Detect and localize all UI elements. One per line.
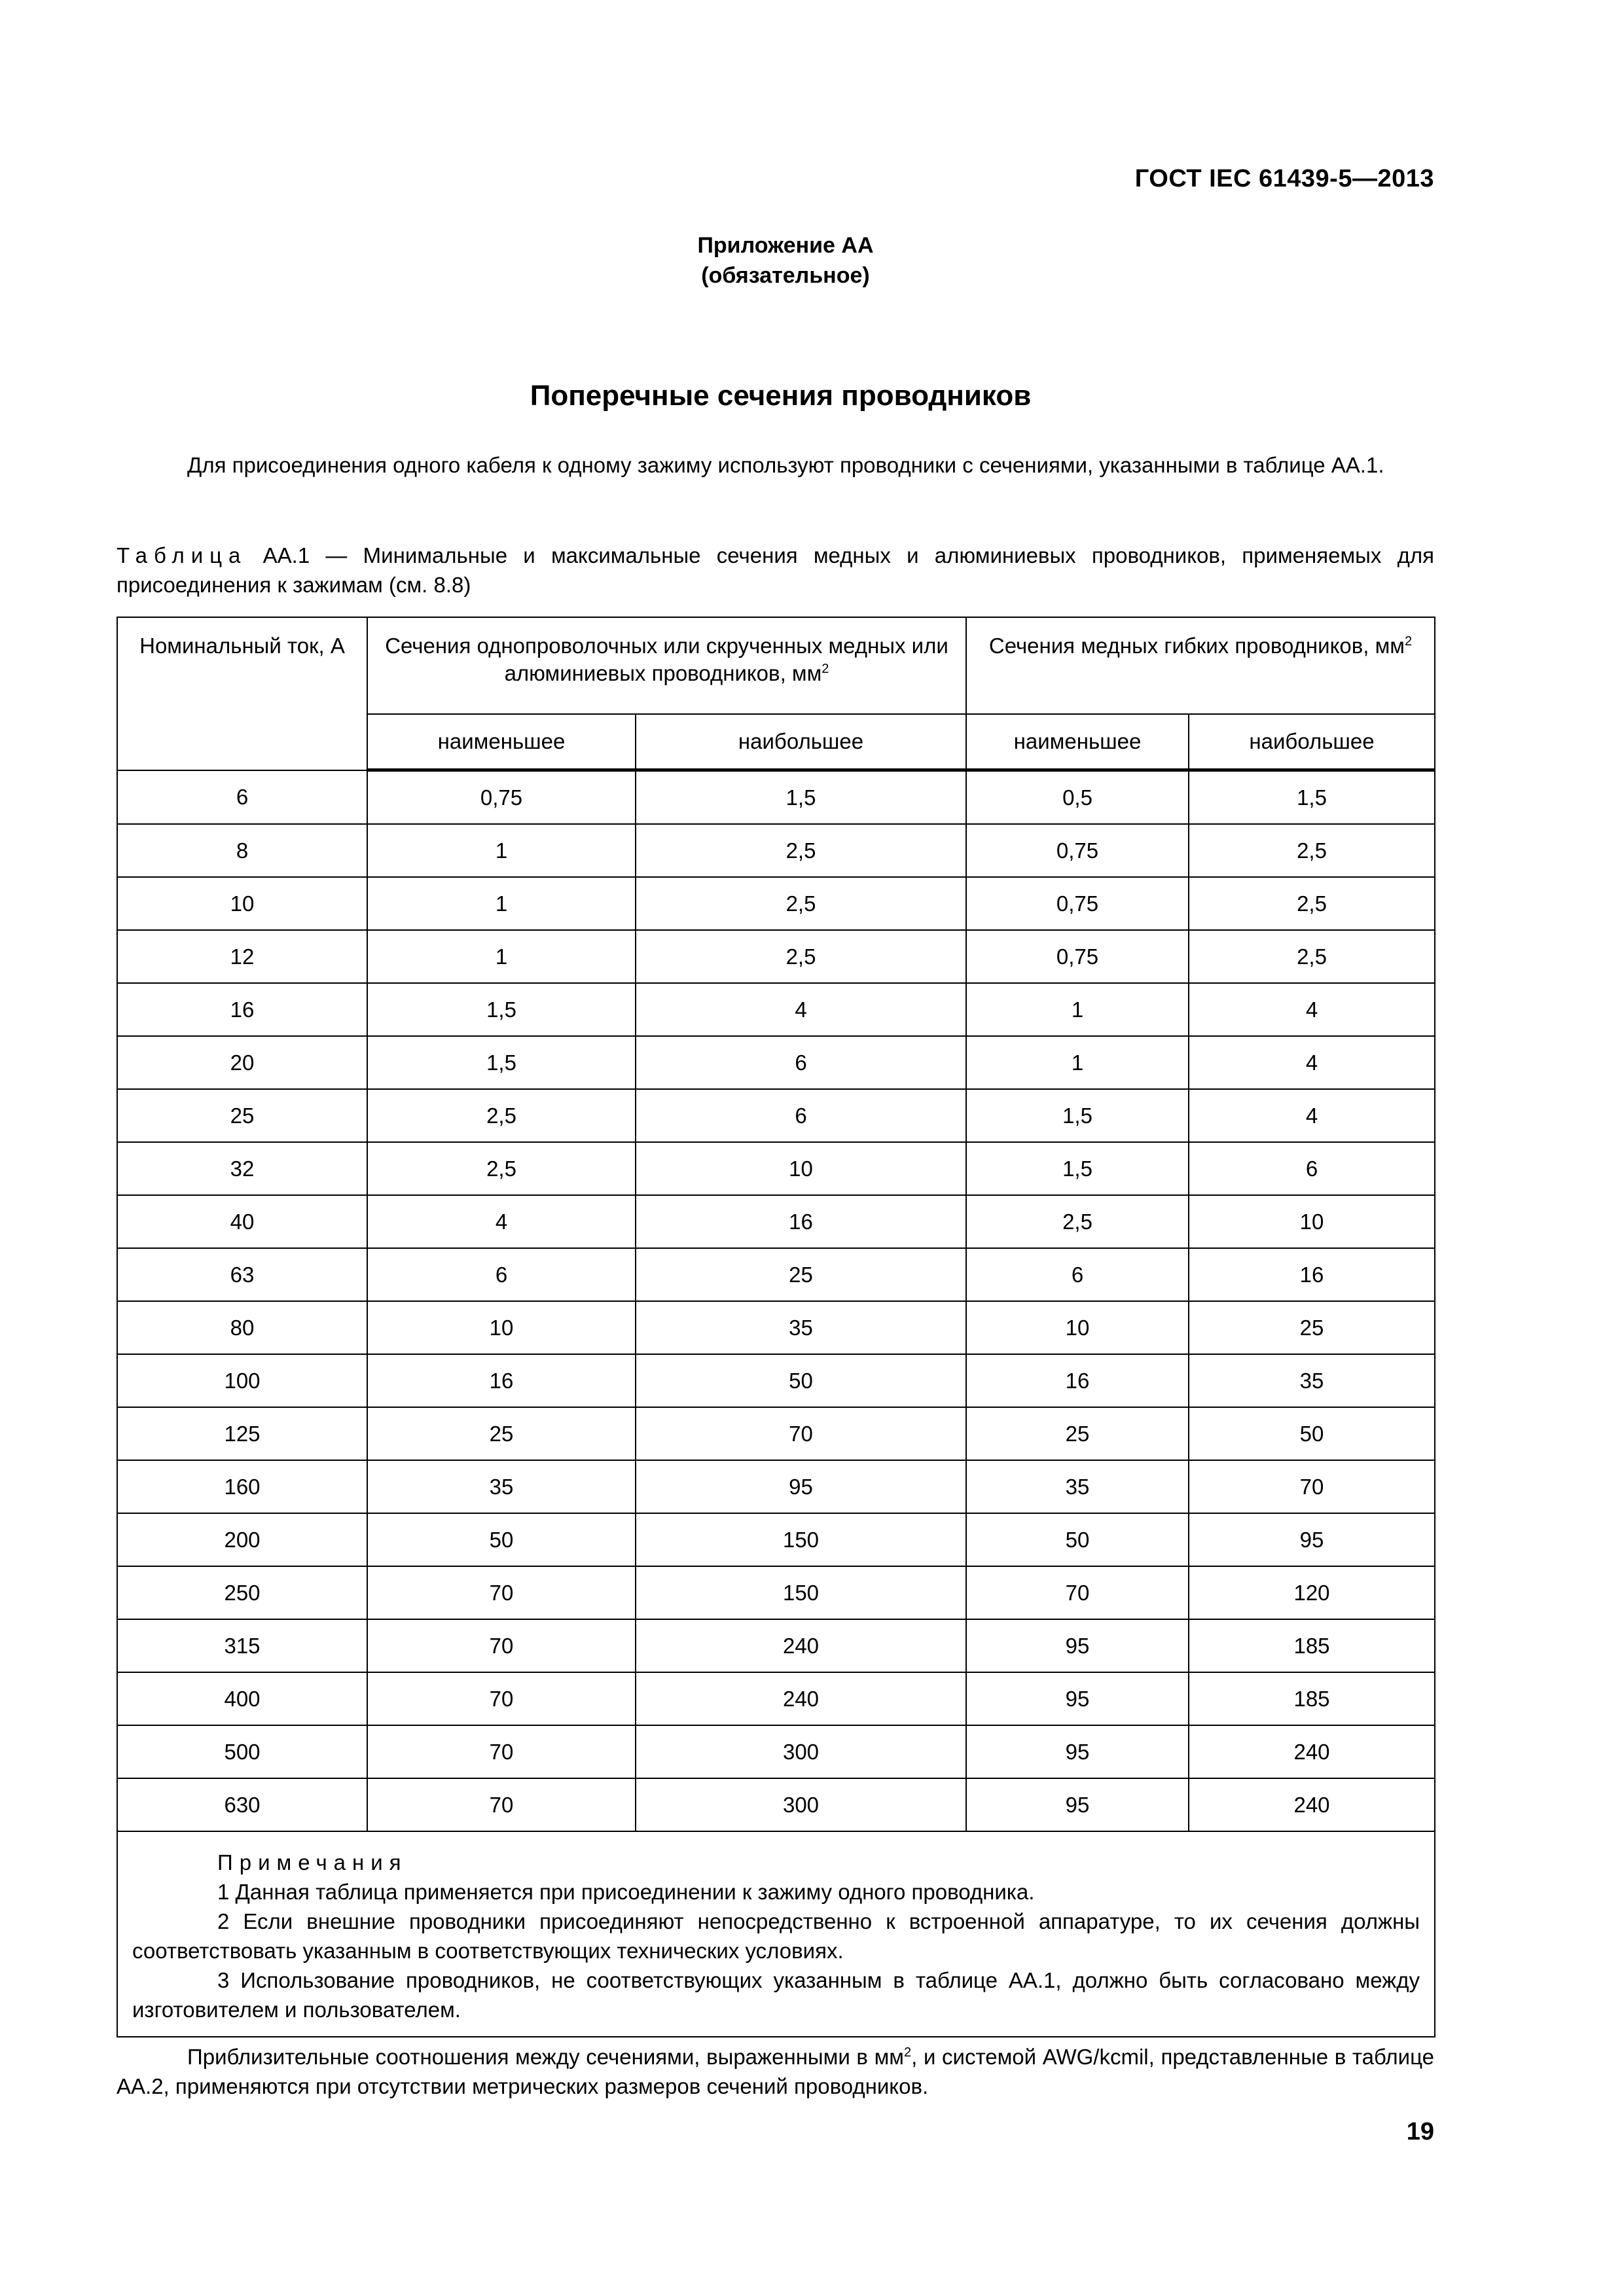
table-cell: 70 (966, 1566, 1189, 1619)
table-cell: 630 (117, 1778, 367, 1831)
table-row (117, 1407, 1435, 1460)
section-title: Поперечные сечения проводников (530, 380, 1032, 412)
table-cell: 300 (636, 1725, 966, 1778)
table-cell: 10 (636, 1142, 966, 1195)
table-cell: 70 (1189, 1460, 1435, 1513)
table-cell: 150 (636, 1513, 966, 1566)
table-row (117, 1248, 1435, 1301)
table-cell: 2,5 (367, 1089, 636, 1142)
table-cell: 2,5 (1189, 930, 1435, 983)
note-item (132, 1877, 1420, 1907)
table-row (117, 1778, 1435, 1831)
subheader-min: наименьшее (367, 714, 636, 770)
table-cell: 200 (117, 1513, 367, 1566)
table-cell: 20 (117, 1036, 367, 1089)
table-row (117, 1036, 1435, 1089)
intro-paragraph (117, 450, 1434, 480)
table-cell: 1 (966, 1036, 1189, 1089)
table-cell: 150 (636, 1566, 966, 1619)
table-cell: 16 (117, 983, 367, 1036)
table-cell: 70 (367, 1566, 636, 1619)
table-row (117, 1672, 1435, 1725)
table-notes (117, 1831, 1435, 2037)
table-cell: 125 (117, 1407, 367, 1460)
table-caption-label: Таблица (117, 543, 247, 567)
table-cell: 4 (1189, 983, 1435, 1036)
table-cell: 1,5 (367, 1036, 636, 1089)
table-cell: 1 (367, 930, 636, 983)
table-cell: 70 (636, 1407, 966, 1460)
table-cell: 400 (117, 1672, 367, 1725)
table-row (117, 1619, 1435, 1672)
note-item (132, 1965, 1420, 2024)
final-text-part1: Приблизительные соотношения между сечениями, выраженными в мм (187, 2045, 904, 2069)
table-cell: 12 (117, 930, 367, 983)
table-cell: 95 (966, 1672, 1189, 1725)
table-cell: 250 (117, 1566, 367, 1619)
table-cell: 315 (117, 1619, 367, 1672)
table-cell: 95 (966, 1725, 1189, 1778)
table-row (117, 1195, 1435, 1248)
table-cell: 1 (367, 877, 636, 930)
intro-text: Для присоединения одного кабеля к одному зажиму используют проводники с сечениями, указанными в таблице АА.1. (187, 453, 1384, 477)
table-cell: 16 (636, 1195, 966, 1248)
notes-heading: Примечания (217, 1850, 408, 1874)
table-row (117, 877, 1435, 930)
table-row (117, 1354, 1435, 1407)
table-cell: 35 (367, 1460, 636, 1513)
table-cell: 120 (1189, 1566, 1435, 1619)
table-cell: 1,5 (966, 1089, 1189, 1142)
table-cell: 50 (367, 1513, 636, 1566)
table-cell: 10 (117, 877, 367, 930)
header-group1-text: Сечения однопроволочных или скрученных медных или алюминиевых проводников, мм (385, 634, 948, 685)
table-cell: 4 (367, 1195, 636, 1248)
table-cell: 2,5 (966, 1195, 1189, 1248)
table-cell: 1,5 (966, 1142, 1189, 1195)
subheader-max: наибольшее (1189, 714, 1435, 770)
page-number: 19 (1406, 2118, 1434, 2145)
table-row (117, 1301, 1435, 1354)
table-cell: 1,5 (636, 770, 966, 825)
table-cell: 70 (367, 1725, 636, 1778)
table-cell: 35 (1189, 1354, 1435, 1407)
note-text: 3 Использование проводников, не соответствующих указанным в таблице АА.1, должно быть согласовано между изготовителем и пользователем. (132, 1968, 1420, 2022)
table-cell: 16 (1189, 1248, 1435, 1301)
table-cell: 0,5 (966, 770, 1189, 825)
table-cell: 6 (636, 1036, 966, 1089)
header-rated-current-text: Номинальный ток, А (139, 634, 345, 658)
table-cell: 6 (636, 1089, 966, 1142)
table-cell: 0,75 (966, 930, 1189, 983)
table-cell: 10 (1189, 1195, 1435, 1248)
table-cell: 185 (1189, 1672, 1435, 1725)
table-cell: 35 (966, 1460, 1189, 1513)
table-cell: 10 (966, 1301, 1189, 1354)
table-cell: 1,5 (1189, 770, 1435, 825)
table-cell: 6 (966, 1248, 1189, 1301)
table-cell: 1 (966, 983, 1189, 1036)
header-flexible-sections (966, 617, 1435, 714)
table-cell: 70 (367, 1619, 636, 1672)
document-code: ГОСТ IEC 61439-5—2013 (1134, 165, 1434, 192)
table-cell: 100 (117, 1354, 367, 1407)
table-caption (117, 541, 1434, 600)
subheader-min: наименьшее (966, 714, 1189, 770)
table-row (117, 1089, 1435, 1142)
table-cell: 1 (367, 824, 636, 877)
table-cell: 50 (966, 1513, 1189, 1566)
table-cell: 4 (1189, 1089, 1435, 1142)
table-row (117, 1725, 1435, 1778)
table-cell: 240 (1189, 1725, 1435, 1778)
table-row (117, 824, 1435, 877)
table-cell: 2,5 (1189, 824, 1435, 877)
final-paragraph (117, 2042, 1434, 2101)
unit-superscript: 2 (1405, 634, 1413, 649)
table-cell: 70 (367, 1672, 636, 1725)
table-row (117, 930, 1435, 983)
table-cell: 500 (117, 1725, 367, 1778)
table-cell: 40 (117, 1195, 367, 1248)
table-cell: 32 (117, 1142, 367, 1195)
table-cell: 4 (636, 983, 966, 1036)
note-text: 2 Если внешние проводники присоединяют непосредственно к встроенной аппаратуре, то их сечения должны соответствовать указанным в соответствующих технических условиях. (132, 1909, 1420, 1963)
table-cell: 8 (117, 824, 367, 877)
header-rated-current (117, 617, 367, 770)
table-cell: 25 (966, 1407, 1189, 1460)
table-cell: 0,75 (367, 770, 636, 825)
table-cell: 95 (1189, 1513, 1435, 1566)
table-cell: 2,5 (1189, 877, 1435, 930)
table-cell: 80 (117, 1301, 367, 1354)
table-caption-text: АА.1 — Минимальные и максимальные сечения медных и алюминиевых проводников, применяемых для присоединения к зажимам (см. 8.8) (117, 543, 1434, 597)
table-cell: 6 (367, 1248, 636, 1301)
notes-heading-line (132, 1848, 1420, 1877)
table-cell: 2,5 (636, 877, 966, 930)
table-body (117, 770, 1435, 1832)
table-cell: 63 (117, 1248, 367, 1301)
final-text-part2: , и системой AWG/kcmil, представленные в таблице АА.2, применяются при отсутствии метрических размеров сечений проводников. (117, 2045, 1434, 2098)
appendix-title: Приложение АА (697, 233, 874, 258)
conductor-sections-table (117, 617, 1435, 2037)
table-cell: 95 (966, 1619, 1189, 1672)
table-row (117, 770, 1435, 825)
table-row (117, 983, 1435, 1036)
table-cell: 25 (1189, 1301, 1435, 1354)
table-cell: 10 (367, 1301, 636, 1354)
header-solid-stranded-sections (367, 617, 966, 714)
table-cell: 70 (367, 1778, 636, 1831)
table-cell: 25 (636, 1248, 966, 1301)
table-row (117, 1566, 1435, 1619)
note-text: 1 Данная таблица применяется при присоединении к зажиму одного проводника. (217, 1880, 1035, 1904)
table-cell: 0,75 (966, 877, 1189, 930)
table-cell: 1,5 (367, 983, 636, 1036)
table-cell: 50 (1189, 1407, 1435, 1460)
subheader-max: наибольшее (636, 714, 966, 770)
appendix-type: (обязательное) (701, 263, 870, 288)
table-cell: 95 (636, 1460, 966, 1513)
table-cell: 6 (117, 770, 367, 825)
table-cell: 0,75 (966, 824, 1189, 877)
table-cell: 50 (636, 1354, 966, 1407)
table-cell: 4 (1189, 1036, 1435, 1089)
table-cell: 16 (367, 1354, 636, 1407)
table-cell: 300 (636, 1778, 966, 1831)
table-row (117, 1142, 1435, 1195)
header-group2-text: Сечения медных гибких проводников, мм (988, 634, 1405, 658)
table-cell: 240 (636, 1619, 966, 1672)
table-cell: 185 (1189, 1619, 1435, 1672)
unit-superscript: 2 (821, 662, 829, 676)
table-cell: 25 (367, 1407, 636, 1460)
table-cell: 95 (966, 1778, 1189, 1831)
table-row (117, 1513, 1435, 1566)
appendix-heading (0, 230, 1571, 291)
table-cell: 16 (966, 1354, 1189, 1407)
table-cell: 160 (117, 1460, 367, 1513)
table-cell: 25 (117, 1089, 367, 1142)
table-cell: 2,5 (636, 824, 966, 877)
note-item (132, 1907, 1420, 1965)
final-superscript: 2 (903, 2045, 912, 2060)
table-cell: 35 (636, 1301, 966, 1354)
table-cell: 240 (1189, 1778, 1435, 1831)
table-cell: 240 (636, 1672, 966, 1725)
table-cell: 2,5 (636, 930, 966, 983)
table-cell: 2,5 (367, 1142, 636, 1195)
table-row (117, 1460, 1435, 1513)
table-cell: 6 (1189, 1142, 1435, 1195)
